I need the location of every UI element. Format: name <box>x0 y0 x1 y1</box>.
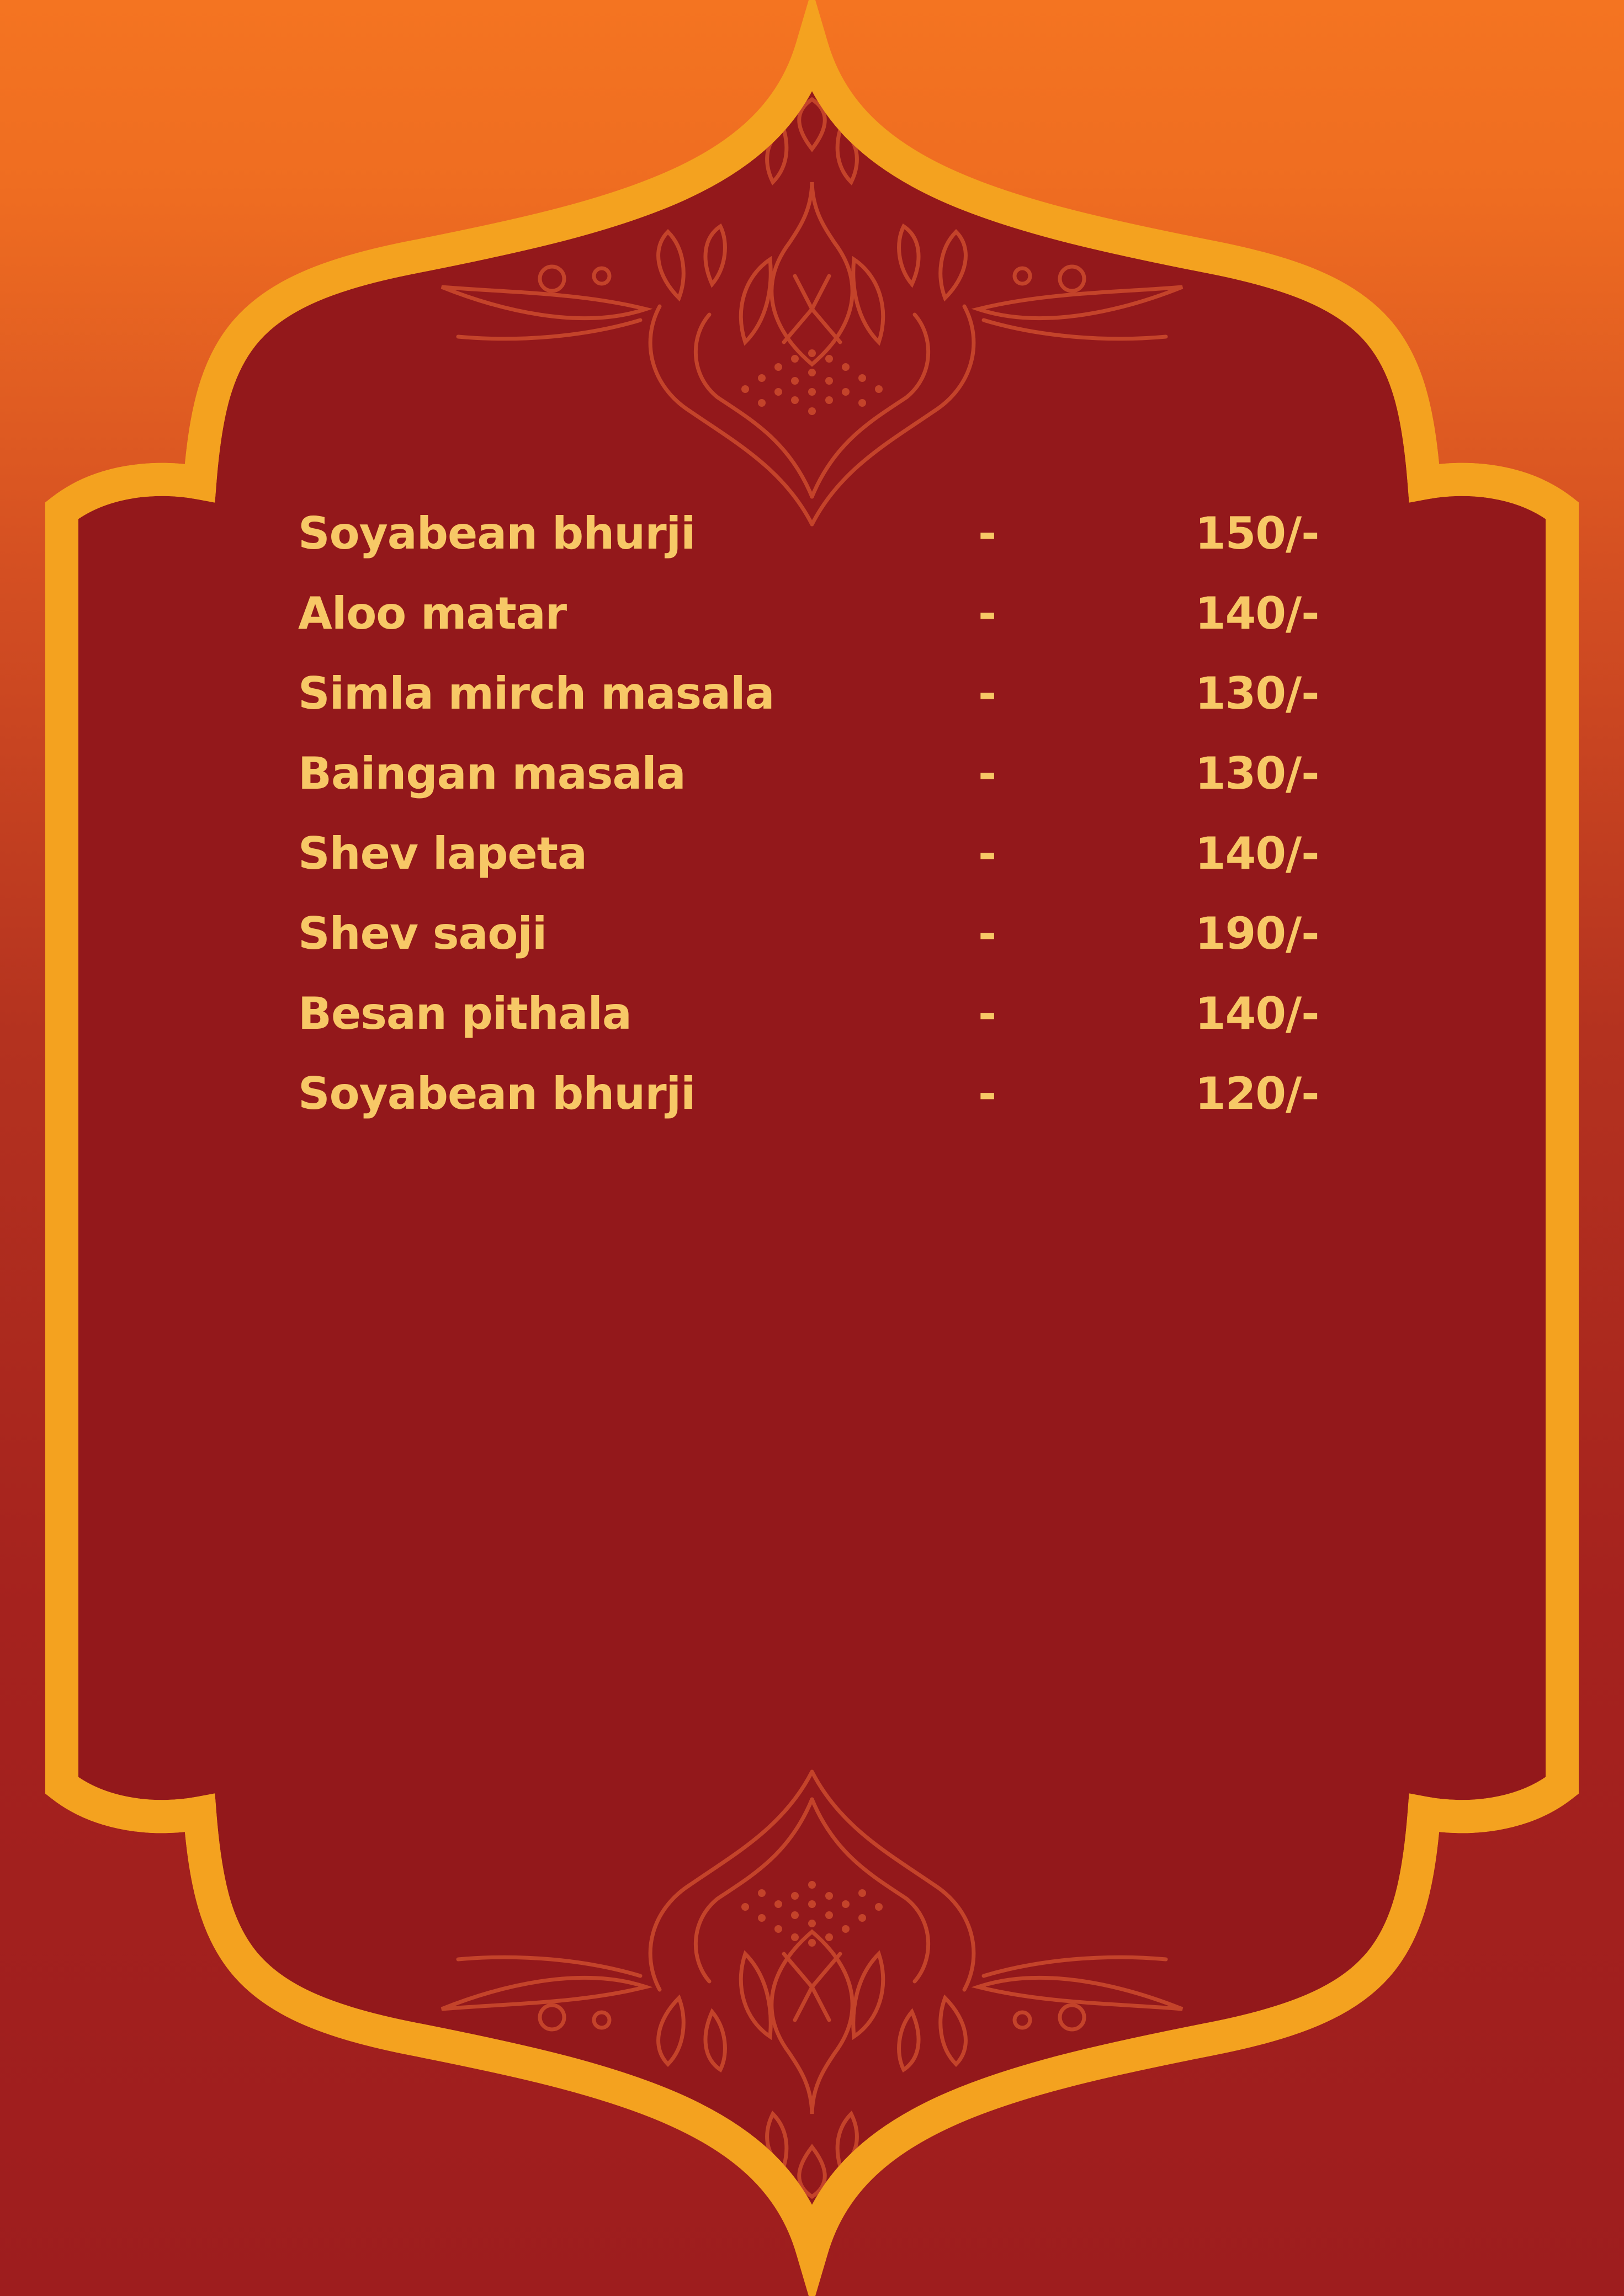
menu-item <box>298 646 1347 726</box>
menu-item-name: Besan pithala <box>298 988 631 1039</box>
menu-item-separator: - <box>978 828 996 879</box>
menu-item <box>298 806 1347 886</box>
menu-item-separator: - <box>978 988 996 1039</box>
menu-item-separator: - <box>978 508 996 559</box>
menu-item-separator: - <box>978 588 996 639</box>
menu-item-price: 140/- <box>1195 828 1319 879</box>
menu-item <box>298 726 1347 806</box>
menu-item-price: 140/- <box>1195 588 1319 639</box>
menu-item-name: Baingan masala <box>298 748 686 799</box>
menu-item-name: Aloo matar <box>298 588 567 639</box>
menu-item-price: 190/- <box>1195 908 1319 959</box>
menu-item-separator: - <box>978 1068 996 1119</box>
menu-list <box>298 486 1347 1126</box>
menu-item <box>298 886 1347 966</box>
menu-item-price: 120/- <box>1195 1068 1319 1119</box>
menu-item-name: Shev lapeta <box>298 828 587 879</box>
menu-item <box>298 566 1347 646</box>
menu-item <box>298 486 1347 566</box>
menu-item <box>298 966 1347 1046</box>
menu-item-price: 130/- <box>1195 748 1319 799</box>
menu-item-separator: - <box>978 748 996 799</box>
menu-item <box>298 1046 1347 1126</box>
menu-item-price: 140/- <box>1195 988 1319 1039</box>
menu-item-separator: - <box>978 908 996 959</box>
menu-item-price: 150/- <box>1195 508 1319 559</box>
menu-item-price: 130/- <box>1195 668 1319 719</box>
menu-item-name: Soyabean bhurji <box>298 508 696 559</box>
menu-item-name: Shev saoji <box>298 908 547 959</box>
menu-item-name: Simla mirch masala <box>298 668 774 719</box>
menu-item-separator: - <box>978 668 996 719</box>
menu-item-name: Soyabean bhurji <box>298 1068 696 1119</box>
